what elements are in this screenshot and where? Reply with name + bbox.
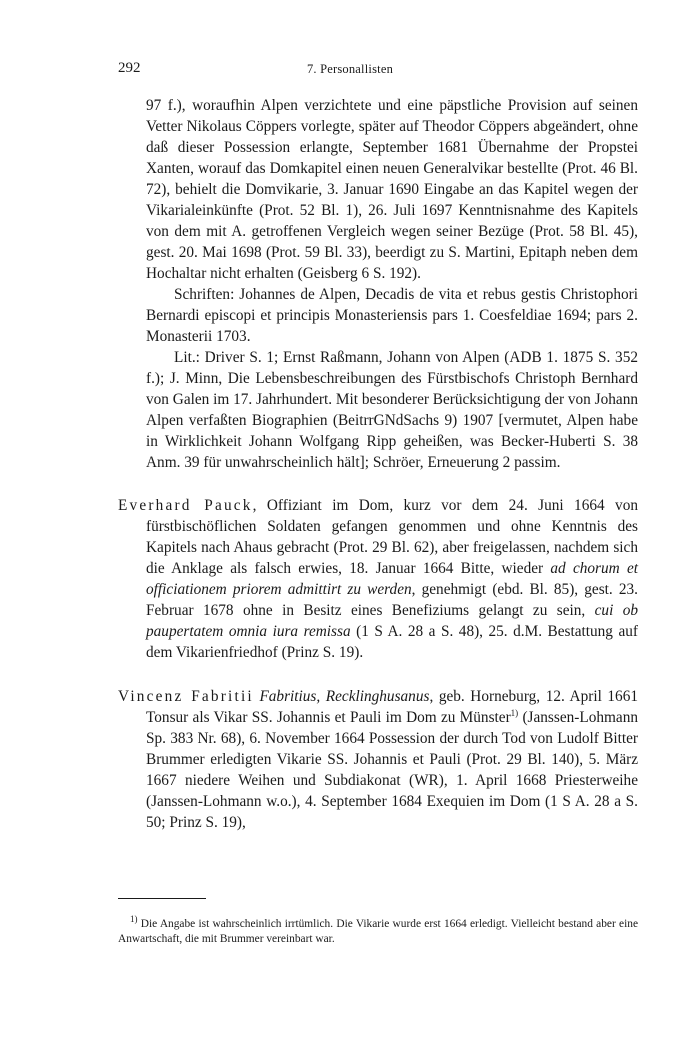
- main-text: [118, 95, 638, 833]
- footnote-marker: 1): [130, 914, 138, 925]
- entry-fabritii: [118, 686, 638, 833]
- entry-text: , genehmigt (ebd. Bl. 85), gest. 23. Februar 1678 ohne in Besitz eines Benefiziums gelangt zu sein,: [146, 581, 638, 619]
- entry-text: (1 S A. 28 a S. 48), 25. d.M. Bestattung auf dem Vikarienfriedhof (Prinz S. 19).: [146, 623, 638, 661]
- entry-pauck: [118, 495, 638, 663]
- entry-alias: Fabritius, Recklinghusanus: [259, 688, 430, 705]
- alpen-literatur: Lit.: Driver S. 1; Ernst Raßmann, Johann von Alpen (ADB 1. 1875 S. 352 f.); J. Minn, Die Lebensbeschreibungen des Fürstbischofs Christoph Bernhard von Galen im 17. Jahrhundert. Mit besonderer Berücksichtigung der von Johann Alpen verfaßten Biographien (BeitrrGNdSachs 9) 1907 [vermutet, Alpen habe in Wirklichkeit Johann Wolfgang Ripp geheißen, was Becker-Huberti S. 38 Anm. 39 für unwahrscheinlich hält]; Schröer, Erneuerung 2 passim.: [146, 349, 638, 471]
- entry-name-fabritii: Vincenz Fabritii: [118, 688, 254, 705]
- entry-name-pauck: Everhard Pauck: [118, 497, 253, 514]
- entry-text: , geb. Horneburg, 12. April 1661 Tonsur als Vikar SS. Johannis et Pauli im Dom zu Münster: [146, 688, 638, 726]
- footnote: [118, 914, 638, 947]
- entry-text: (Janssen-Lohmann Sp. 383 Nr. 68), 6. November 1664 Possession der durch Tod von Ludolf Bitter Brummer erledigten Vikarie SS. Johannis et Pauli (Prot. 29 Bl. 140), 5. März 1667 niedere Weihen und Subdiakonat (WR), 1. April 1668 Priesterweihe (Janssen-Lohmann w.o.), 4. September 1684 Exequien im Dom (1 S A. 28 a S. 50; Prinz S. 19),: [146, 709, 638, 831]
- running-head: 7. Personallisten: [306, 62, 394, 76]
- alpen-schriften: Schriften: Johannes de Alpen, Decadis de vita et rebus gestis Christophori Bernardi episcopi et principis Monasteriensis pars 1. Coesfeldiae 1694; pars 2. Monasterii 1703.: [146, 286, 638, 345]
- latin-quote: ad chorum et officiationem priorem admittirt zu werden: [146, 560, 638, 598]
- footnote-reference[interactable]: 1): [510, 707, 519, 718]
- alpen-entry-continuation: 97 f.), woraufhin Alpen verzichtete und eine päpstliche Provision auf seinen Vetter Nikolaus Cöppers vorlegte, später auf Theodor Cöppers abgeändert, ohne daß dieser Possession erlangte, September 1681 Übernahme der Propstei Xanten, worauf das Domkapitel einen neuen Generalvikar bestellte (Prot. 46 Bl. 72), behielt die Domvikarie, 3. Januar 1690 Eingabe an das Kapitel wegen der Vikarialeinkünfte (Prot. 52 Bl. 1), 26. Juli 1697 Kenntnisnahme des Kapitels von dem mit A. getroffenen Vergleich wegen seiner Bezüge (Prot. 58 Bl. 45), gest. 20. Mai 1698 (Prot. 59 Bl. 33), beerdigt zu S. Martini, Epitaph neben dem Hochaltar nicht erhalten (Geisberg 6 S. 192).: [146, 97, 638, 282]
- footnote-divider: [118, 898, 206, 899]
- footnote-text: Die Angabe ist wahrscheinlich irrtümlich. Die Vikarie wurde erst 1664 erledigt. Vielleicht bestand aber eine Anwartschaft, die mit Brummer vereinbart war.: [118, 918, 638, 946]
- page-number: 292: [118, 60, 141, 76]
- latin-quote: cui ob paupertatem omnia iura remissa: [146, 602, 639, 640]
- entry-text: , Offiziant im Dom, kurz vor dem 24. Juni 1664 von fürstbischöflichen Soldaten gefangen genommen und ohne Kenntnis des Kapitels nach Ahaus gebracht (Prot. 29 Bl. 62), aber freigelassen, nachdem sich die Anklage als falsch erwies, 18. Januar 1664 Bitte, wieder: [146, 497, 638, 577]
